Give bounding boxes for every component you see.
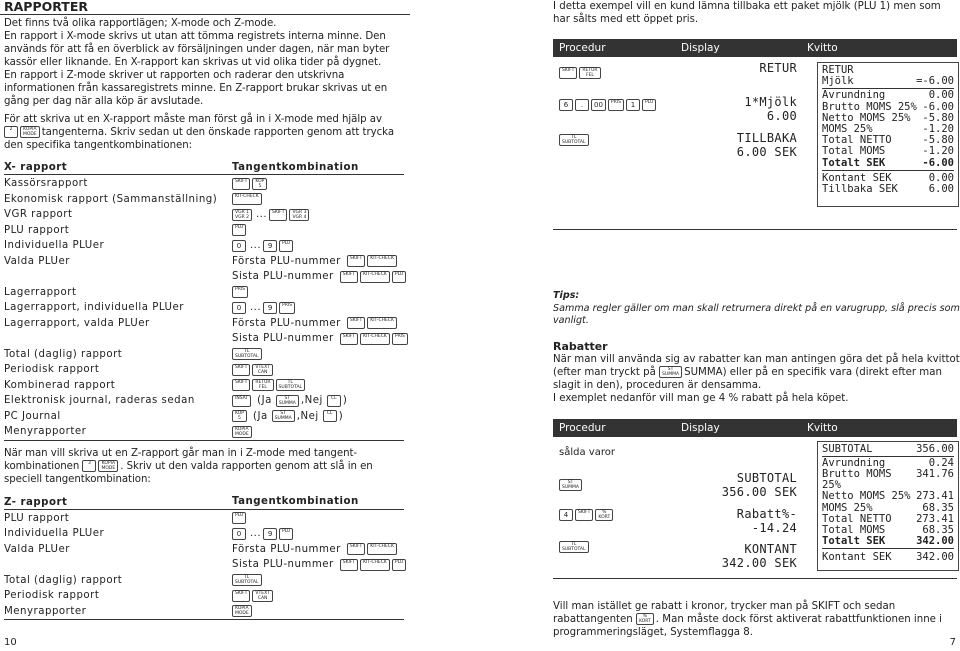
row-label: Individuella PLUer: [4, 240, 105, 251]
receipt-value: -5.80: [922, 111, 954, 124]
receipt-text: Totalt SEK: [822, 535, 886, 548]
display-subtotal: SUBTOTAL: [736, 470, 797, 485]
kit-check-key-icon: KIT-CHECK: [360, 271, 390, 283]
st-key-icon: [659, 366, 682, 378]
vtext-key-icon: [252, 590, 272, 602]
receipt-value: -6.00: [922, 156, 954, 169]
receipt-total: [822, 536, 954, 547]
key-label: KOPIA: [235, 426, 249, 432]
table-row: [4, 573, 404, 589]
first-plu-label: Första PLU-nummer: [232, 543, 341, 555]
key-label: MODE: [23, 132, 37, 137]
tips-title: Tips:: [553, 290, 580, 301]
display-retur: RETUR: [759, 61, 797, 75]
proc-step-1: [559, 67, 603, 79]
receipt-text: Total MOMS: [822, 523, 886, 536]
row-label: Kassörsrapport: [4, 178, 88, 189]
receipt-value: 68.35: [922, 501, 954, 514]
receipt-line: [822, 90, 954, 101]
key-label: KÖP: [255, 178, 265, 184]
key-label: ST: [667, 366, 674, 372]
pc-yes-label: (Ja: [252, 410, 268, 422]
table-row: [4, 511, 404, 527]
receipt-value: 0.24: [928, 456, 954, 469]
key-label: VTEXT: [255, 590, 270, 596]
retur-key-icon: [252, 379, 273, 391]
skift-key-icon: SKIFT: [340, 559, 358, 571]
skift-key-icon: SKIFT: [347, 317, 365, 329]
receipt-discount: [817, 441, 959, 571]
page-heading: RAPPORTER: [0, 0, 410, 15]
last-plu-label: Sista PLU-nummer: [232, 559, 334, 570]
key-9-icon: 9: [263, 528, 277, 540]
key-3-icon: 3: [82, 460, 96, 472]
intro-line-1: Det finns två olika rapportlägen; X-mode och Z-mode.: [4, 18, 277, 29]
key-label: FEL: [259, 385, 267, 391]
key-dot-icon: .: [575, 99, 589, 111]
key-label: KÖP: [235, 411, 244, 417]
table-row: [4, 424, 404, 440]
key-label: SUBTOTAL: [562, 140, 586, 145]
kit-check-key-icon: KIT-CHECK: [367, 317, 397, 329]
row-label: Valda PLUer: [4, 255, 70, 267]
insat-key-icon: INSÄT: [232, 395, 251, 407]
xmode-instruction: [0, 113, 410, 152]
kop-key-icon: [232, 410, 247, 422]
table-row: Lagerrapport, individuella PLUer 0 ... 9 PRIS: [4, 300, 404, 316]
receipt-value: 273.41: [916, 512, 954, 525]
key-label: MODE: [101, 465, 116, 471]
plu-key-icon: PLU: [232, 224, 246, 236]
vtext-key-icon: [252, 364, 272, 376]
col-display: Display: [681, 42, 720, 54]
receipt-text: Netto MOMS 25%: [822, 490, 911, 503]
receipt-text: Kontant SEK: [822, 171, 892, 184]
table-row: [4, 269, 404, 285]
st-key-icon: [276, 395, 299, 407]
display-rabatt: Rabatt%-: [736, 506, 797, 521]
key-label: VGR 3: [292, 209, 307, 215]
key-label: KORT: [598, 514, 611, 520]
plu-key-icon: PLU: [392, 271, 406, 283]
proc-step-total: [559, 541, 591, 553]
skift-key-icon: SKIFT: [347, 543, 365, 555]
final-text-b: Man måste dock först aktiverat rabattfunktionen inne i programmeringsläget, Systemflagga 8.: [553, 613, 942, 638]
row-label: Ekonomisk rapport (Sammanställning): [4, 193, 218, 205]
rabatter-text: [553, 353, 960, 392]
retur-key-icon: [579, 67, 600, 79]
xmode-text-b: tangenterna. Skriv sedan ut den önskade rapporten genom att trycka den specifika tangentkombinationen:: [4, 127, 395, 151]
row-label: Elektronisk journal, raderas sedan: [4, 395, 195, 406]
key-label: FEL: [586, 73, 594, 78]
receipt-text: Total NETTO: [822, 134, 892, 147]
table-row: Individuella PLUer 0 ... 9 PLU: [4, 526, 404, 542]
receipt-text: Netto MOMS 25%: [822, 111, 911, 124]
plu-key-icon: PLU: [232, 512, 246, 524]
key-0-icon: 0: [232, 302, 246, 314]
display-kontant: KONTANT: [744, 541, 797, 556]
receipt-text: Avrundning: [822, 89, 886, 102]
table-row: VGR rapport VGR 1 VGR 2 ... SKIFT VGR 3 VGR 4: [4, 207, 404, 223]
receipt-value: 6.00: [928, 183, 954, 196]
receipt-text: SUBTOTAL: [822, 442, 873, 455]
kopia-mode-key-icon: [20, 126, 40, 138]
receipt-value: 68.35: [922, 523, 954, 536]
key-label: MODE: [235, 611, 249, 617]
receipt-value: 0.00: [928, 89, 954, 102]
st-key-icon: [559, 479, 582, 491]
receipt-text: Tillbaka SEK: [822, 183, 898, 196]
page-number-right: 7: [949, 637, 956, 648]
key-label: SUMMA: [562, 484, 579, 490]
receipt-text: Avrundning: [822, 456, 886, 469]
row-label: Menyrapporter: [4, 426, 87, 437]
col-procedur: Procedur: [559, 42, 606, 54]
col-display: Display: [681, 421, 720, 434]
table-row: [4, 347, 404, 363]
display-item: 1*Mjölk: [744, 95, 797, 109]
tl-key-icon: [276, 379, 306, 391]
row-label: Total (daglig) rapport: [4, 348, 123, 360]
key-label: VTEXT: [255, 364, 270, 370]
row-label: Kombinerad rapport: [4, 379, 116, 391]
ej-yes-label: (Ja: [257, 395, 272, 406]
tl-key-icon: [232, 574, 262, 586]
key-label: VGR 1: [235, 209, 249, 215]
z-report-table: [4, 496, 404, 620]
receipt-line: [822, 184, 954, 195]
key-label: KOPIA: [101, 460, 116, 466]
proc-step-discount: [559, 509, 615, 521]
receipt-line: [822, 469, 954, 491]
key-label: 5: [258, 183, 262, 189]
key-label: CAN: [257, 595, 268, 601]
table-row: [4, 604, 404, 620]
key-label: SUMMA: [274, 416, 292, 422]
receipt-value: -5.80: [922, 134, 954, 147]
first-plu-label: Första PLU-nummer: [232, 317, 341, 329]
final-note: Vill man istället ge rabatt i kronor, trycker man på SKIFT och sedan rabattangenten % KORT . Man måste dock först aktiverat rabattfunktionen inne i programmeringsläget, Systemflagga 8.: [553, 600, 942, 638]
return-procedure: [553, 39, 957, 230]
tips-text: Samma regler gäller om man skall retrurnera direkt på en varugrupp, slå precis som vanligt.: [553, 302, 960, 326]
rabatter-example: I exemplet nedanför vill man ge 4 % rabatt på hela köpet.: [553, 392, 849, 404]
skift-key-icon: SKIFT: [232, 590, 250, 602]
key-9-icon: 9: [263, 240, 277, 252]
table-row: Elektronisk journal, raderas sedan INSÄT (Ja ST SUMMA , Nej CL ): [4, 393, 404, 409]
col-procedur: Procedur: [559, 421, 606, 434]
ej-no-label: Nej: [304, 395, 323, 406]
key-label: 2: [9, 127, 13, 132]
table-row: [4, 557, 404, 573]
proc-step-3: [559, 134, 591, 146]
table-row: [4, 192, 404, 208]
key-6-icon: 6: [559, 99, 573, 111]
plu-key-icon: PLU: [392, 559, 406, 571]
row-label: Periodisk rapport: [4, 590, 100, 601]
skift-key-icon: SKIFT: [347, 255, 365, 267]
row-label: PLU rapport: [4, 512, 70, 524]
kit-check-key-icon: KIT-CHECK: [360, 559, 390, 571]
tl-key-icon: [559, 134, 589, 146]
x-col-keys: Tangentkombination: [232, 161, 359, 173]
key-label: TL: [244, 349, 250, 355]
key-label: MODE: [235, 431, 249, 437]
key-label: RETUR: [582, 68, 598, 73]
receipt-value: 273.41: [916, 490, 954, 503]
row-label: Lagerrapport, valda PLUer: [4, 317, 150, 329]
display-kontant-sek: 342.00 SEK: [721, 555, 797, 570]
key-label: SUMMA: [662, 371, 680, 377]
key-label: CAN: [257, 369, 268, 375]
receipt-text: Total MOMS: [822, 145, 886, 158]
first-plu-label: Första PLU-nummer: [232, 255, 341, 267]
zmode-text-a: När man vill skriva ut en Z-rapport går man in i Z-mode med tangent-kombinationen: [4, 447, 358, 472]
z-col-report: Z- rapport: [4, 496, 68, 508]
key-label: VGR 4: [292, 214, 307, 220]
receipt-line: [822, 444, 954, 455]
key-4-icon: 4: [559, 509, 573, 521]
tl-key-icon: [559, 541, 589, 553]
key-label: TL: [287, 380, 293, 386]
key-label: SUBTOTAL: [278, 385, 303, 391]
skift-key-icon: SKIFT: [575, 509, 593, 521]
display-amount: 6.00: [766, 109, 797, 123]
key-label: VGR 2: [235, 214, 249, 220]
key-00-icon: 00: [591, 99, 606, 111]
receipt-text: Mjölk: [822, 75, 854, 88]
row-label: Periodisk rapport: [4, 364, 100, 375]
kit-check-key-icon: KIT-CHECK: [232, 193, 262, 205]
tl-key-icon: [232, 348, 262, 360]
row-label: Total (daglig) rapport: [4, 574, 123, 586]
receipt-return: [817, 62, 959, 207]
key-label: %: [642, 613, 648, 619]
cl-key-icon: CL: [327, 395, 341, 407]
key-label: SUBTOTAL: [562, 546, 586, 552]
skift-key-icon: SKIFT: [559, 67, 577, 79]
pc-close-paren: ): [338, 410, 344, 422]
x-report-table: [4, 161, 404, 440]
receipt-value: 342.00: [916, 535, 954, 548]
row-label: Lagerrapport: [4, 286, 77, 298]
kit-check-key-icon: KIT-CHECK: [367, 255, 397, 267]
rabatter-text-b: SUMMA) eller på en specifik vara (direkt efter man slagit in den), proceduren är densamma.: [553, 366, 942, 391]
display-tillbaka: TILLBAKA: [736, 131, 797, 145]
receipt-value: 341.76: [916, 467, 954, 480]
receipt-line: [822, 491, 954, 502]
receipt-value: =-6.00: [916, 75, 954, 88]
skift-key-icon: SKIFT: [232, 178, 250, 190]
key-label: TL: [571, 541, 577, 547]
key-0-icon: 0: [232, 528, 246, 540]
display-rabatt-amount: -14.24: [751, 520, 797, 535]
col-kvitto: Kvitto: [807, 421, 838, 434]
zmode-instruction: När man vill skriva ut en Z-rapport går man in i Z-mode med tangent-kombinationen 3 KOPIA MODE . Skriv ut den valda rapporten genom att slå in en speciell tangentkombination:: [4, 447, 373, 485]
col-kvitto: Kvitto: [807, 42, 838, 54]
procedure-body: [553, 57, 957, 230]
table-row: [4, 254, 404, 270]
intro-z-mode: En rapport i Z-mode skriver ut rapporten och raderar den utskrivna informationen från kassaregistrets minne. En Z-rapport brukar skrivas ut en gång per dag när alla köp är avslutade.: [4, 70, 388, 107]
kop-key-icon: [252, 178, 267, 190]
rabatter-title: Rabatter: [553, 339, 608, 353]
row-label: PC Journal: [4, 410, 61, 422]
receipt-text: MOMS 25%: [822, 123, 873, 136]
skift-key-icon: SKIFT: [340, 271, 358, 283]
receipt-text: Totalt SEK: [822, 156, 886, 169]
skift-key-icon: SKIFT: [340, 333, 358, 345]
key-label: RETUR: [255, 380, 271, 386]
display-sek: 6.00 SEK: [736, 145, 797, 159]
kort-key-icon: [595, 509, 613, 521]
receipt-text: Total NETTO: [822, 512, 892, 525]
proc-step-2: [559, 99, 658, 111]
last-plu-label: Sista PLU-nummer: [232, 333, 334, 344]
page-number-left: 10: [4, 637, 17, 648]
table-row: [4, 316, 404, 332]
key-2-icon: [4, 126, 18, 138]
row-label: Valda PLUer: [4, 543, 70, 555]
key-label: 5: [238, 416, 241, 422]
skift-key-icon: SKIFT: [232, 379, 250, 391]
plu-key-icon: PLU: [279, 528, 293, 540]
kopia-mode-key-icon: [232, 426, 252, 438]
xmode-text-a: För att skriva ut en X-rapport måste man först gå in i X-mode med hjälp av: [4, 114, 382, 125]
key-label: TL: [244, 575, 250, 581]
receipt-text: MOMS 25%: [822, 501, 873, 514]
receipt-value: 356.00: [916, 442, 954, 455]
key-label: ST: [284, 395, 291, 401]
receipt-value: 342.00: [916, 551, 954, 564]
key-label: KOPIA: [235, 606, 249, 612]
table-row: PC Journal KÖP 5 (Ja ST SUMMA , Nej CL ): [4, 409, 404, 425]
receipt-text: Kontant SEK: [822, 551, 892, 564]
table-row: [4, 331, 404, 347]
row-label: VGR rapport: [4, 209, 73, 220]
key-1-icon: 1: [626, 99, 640, 111]
st-key-icon: [272, 410, 295, 422]
rabatter-section: [553, 340, 960, 405]
receipt-line: [822, 146, 954, 157]
rabatter-text-a: När man vill använda sig av rabatter kan man antingen göra det på hela kvittot (efter man tryckt på: [553, 353, 960, 378]
row-label: Menyrapporter: [4, 605, 87, 617]
key-label: ST: [280, 411, 286, 417]
receipt-text: Brutto MOMS 25%: [822, 467, 892, 492]
key-label: SUMMA: [278, 400, 296, 406]
x-table-header: [4, 161, 404, 175]
table-row: [4, 542, 404, 558]
table-row: [4, 378, 404, 394]
procedure-body: [553, 437, 957, 579]
table-row: Individuella PLUer 0 ... 9 PLU: [4, 238, 404, 254]
procedure-header: [553, 39, 957, 57]
return-intro: I detta exempel vill en kund lämna tillbaka ett paket mjölk (PLU 1) men som har sålts med ett öppet pris.: [553, 1, 941, 25]
proc-step-subtotal: [559, 479, 584, 491]
plu-key-icon: PLU: [279, 240, 293, 252]
table-row: [4, 176, 404, 192]
receipt-line: [822, 552, 954, 563]
row-label: Lagerrapport, individuella PLUer: [4, 302, 184, 313]
pris-key-icon: PRIS: [279, 302, 295, 314]
kopia-mode-key-icon: [232, 605, 252, 617]
vgr-key-icon: [232, 209, 252, 221]
kit-check-key-icon: KIT-CHECK: [360, 333, 390, 345]
table-row: [4, 285, 404, 301]
receipt-value: -1.20: [922, 145, 954, 158]
key-label: KOPIA: [23, 127, 37, 132]
discount-procedure: [553, 419, 957, 579]
key-label: SUBTOTAL: [235, 580, 259, 586]
last-plu-label: Sista PLU-nummer: [232, 271, 334, 282]
receipt-value: -6.00: [922, 100, 954, 113]
kort-key-icon: [636, 613, 654, 625]
procedure-header: [553, 419, 957, 437]
key-0-icon: 0: [232, 240, 246, 252]
pc-no-label: Nej: [300, 410, 319, 422]
pris-key-icon: PRIS: [392, 333, 408, 345]
final-text-a: Vill man istället ge rabatt i kronor, trycker man på SKIFT och sedan rabattangenten: [553, 600, 896, 625]
zmode-text-b: Skriv ut den valda rapporten genom att slå in en speciell tangentkombination:: [4, 460, 373, 485]
skift-key-icon: SKIFT: [269, 209, 287, 221]
tips-box: [553, 290, 960, 328]
kopia-mode-key-icon: [98, 460, 118, 472]
pris-key-icon: PRIS: [232, 286, 248, 298]
x-col-report: X- rapport: [4, 162, 68, 173]
vgr-key-icon: [289, 209, 309, 221]
receipt-line: [822, 76, 954, 87]
receipt-text: RETUR: [822, 64, 854, 76]
row-label: Individuella PLUer: [4, 528, 105, 539]
key-label: %: [602, 509, 607, 515]
key-label: KORT: [639, 618, 651, 624]
key-9-icon: 9: [263, 302, 277, 314]
receipt-text: Brutto MOMS 25%: [822, 100, 917, 113]
key-label: ST: [567, 479, 574, 485]
z-col-keys: Tangentkombination: [232, 496, 359, 507]
row-label: PLU rapport: [4, 224, 70, 236]
z-table-header: [4, 496, 404, 510]
right-column: [553, 0, 960, 639]
key-label: SUBTOTAL: [235, 354, 259, 360]
skift-key-icon: SKIFT: [232, 364, 250, 376]
receipt-value: -1.20: [922, 123, 954, 136]
key-label: TL: [571, 135, 577, 140]
receipt-value: 0.00: [928, 171, 954, 184]
kit-check-key-icon: KIT-CHECK: [367, 543, 397, 555]
display-subtotal-sek: 356.00 SEK: [721, 484, 797, 499]
sold-items-label: sålda varor: [559, 446, 615, 458]
receipt-total: [822, 158, 954, 169]
table-row: [4, 223, 404, 239]
plu-key-icon: PLU: [642, 99, 656, 111]
table-row: [4, 588, 404, 604]
ej-close-paren: ): [342, 395, 348, 406]
table-row: [4, 362, 404, 378]
cl-key-icon: CL: [323, 410, 337, 422]
pris-key-icon: PRIS: [608, 99, 624, 111]
intro-x-mode: En rapport i X-mode skrivs ut utan att tömma registrets interna minne. Den används för att få en överblick av försäljningen under dagen, när man byter kassör eller liknande. En X-rapport kan skrivas ut vid olika tider på dygnet.: [4, 31, 390, 68]
left-column: [0, 0, 410, 620]
